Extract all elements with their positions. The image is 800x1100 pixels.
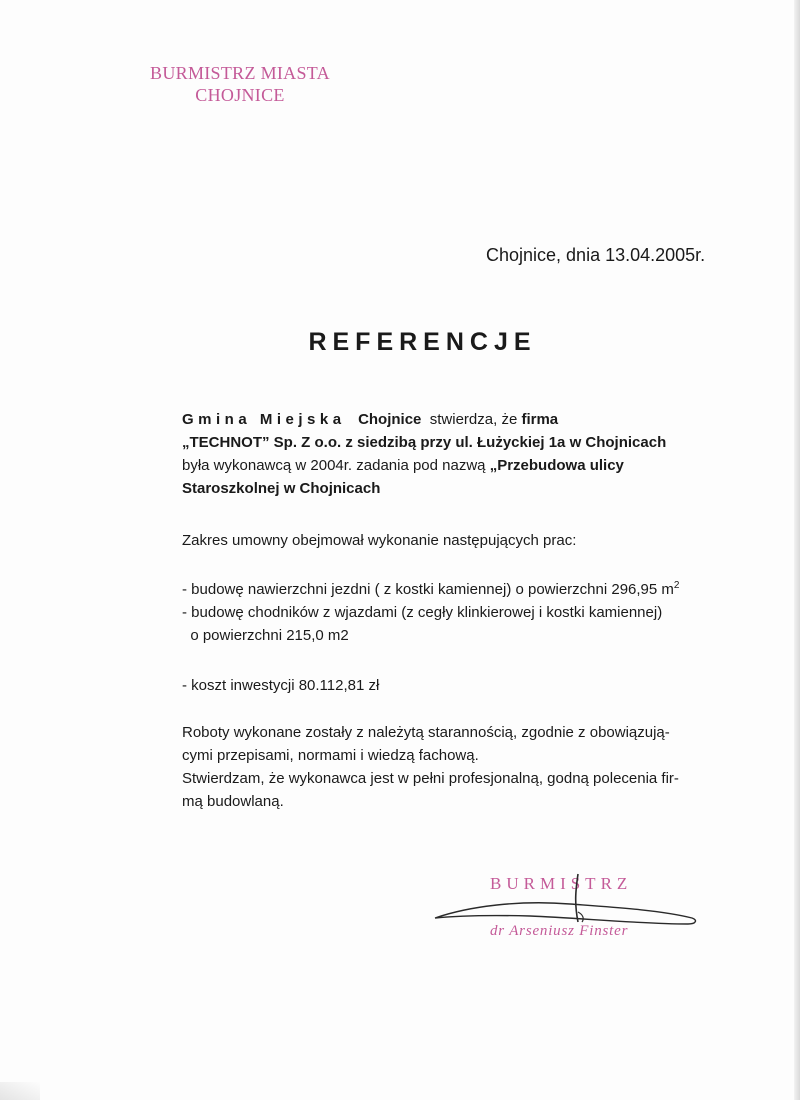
intro-paragraph <box>182 408 666 500</box>
closing-line-3: Stwierdzam, że wykonawca jest w pełni profesjonalną, godną polecenia fir- <box>182 770 679 787</box>
investment-cost: - koszt inwestycji 80.112,81 zł <box>182 677 380 694</box>
intro-firm-label: firma <box>521 411 559 428</box>
scope-item-2-line-1: - budowę chodników z wjazdami (z cegły klinkierowej i kostki kamiennej) <box>182 604 663 621</box>
signature-block <box>430 866 700 946</box>
intro-line-2: „TECHNOT” Sp. Z o.o. z siedzibą przy ul. Łużyckiej 1a w Chojnicach <box>182 434 667 451</box>
document-title: REFERENCJE <box>308 328 537 356</box>
scope-item-1-text: - budowę nawierzchni jezdni ( z kostki kamiennej) o powierzchni 296,95 m <box>182 581 674 598</box>
date-line: Chojnice, dnia 13.04.2005r. <box>486 245 706 265</box>
intro-contractor-text: była wykonawcą w 2004r. zadania pod nazwą <box>182 457 486 474</box>
scope-heading: Zakres umowny obejmował wykonanie następujących prac: <box>182 532 577 549</box>
intro-line-4: Staroszkolnej w Chojnicach <box>182 480 381 497</box>
scan-corner-shadow <box>0 1082 40 1100</box>
closing-line-1: Roboty wykonane zostały z należytą starannością, zgodnie z obowiązują- <box>182 724 670 741</box>
intro-line-3 <box>182 454 666 477</box>
scan-edge-shadow <box>794 0 800 1100</box>
scope-item-2-line-2: o powierzchni 215,0 m2 <box>182 627 349 644</box>
intro-verb: stwierdza, że <box>429 411 518 428</box>
closing-line-4: mą budowlaną. <box>182 793 284 810</box>
closing-line-2: cymi przepisami, normami i wiedzą fachową. <box>182 747 479 764</box>
header-stamp-line1: BURMISTRZ MIASTA <box>150 63 330 83</box>
intro-municipality: Gmina Miejska <box>182 411 346 428</box>
scope-item-1 <box>182 574 679 601</box>
intro-line-1 <box>182 408 666 431</box>
scope-list <box>182 574 679 647</box>
intro-city: Chojnice <box>358 411 422 428</box>
scope-item-1-superscript: 2 <box>673 580 680 591</box>
signature-name: dr Arseniusz Finster <box>490 923 629 939</box>
header-stamp-line2: CHOJNICE <box>195 85 285 105</box>
header-stamp <box>140 62 340 106</box>
intro-project-name-start: „Przebudowa ulicy <box>489 457 624 474</box>
signature-title: BURMISTRZ <box>490 874 633 893</box>
closing-paragraph <box>182 721 679 813</box>
